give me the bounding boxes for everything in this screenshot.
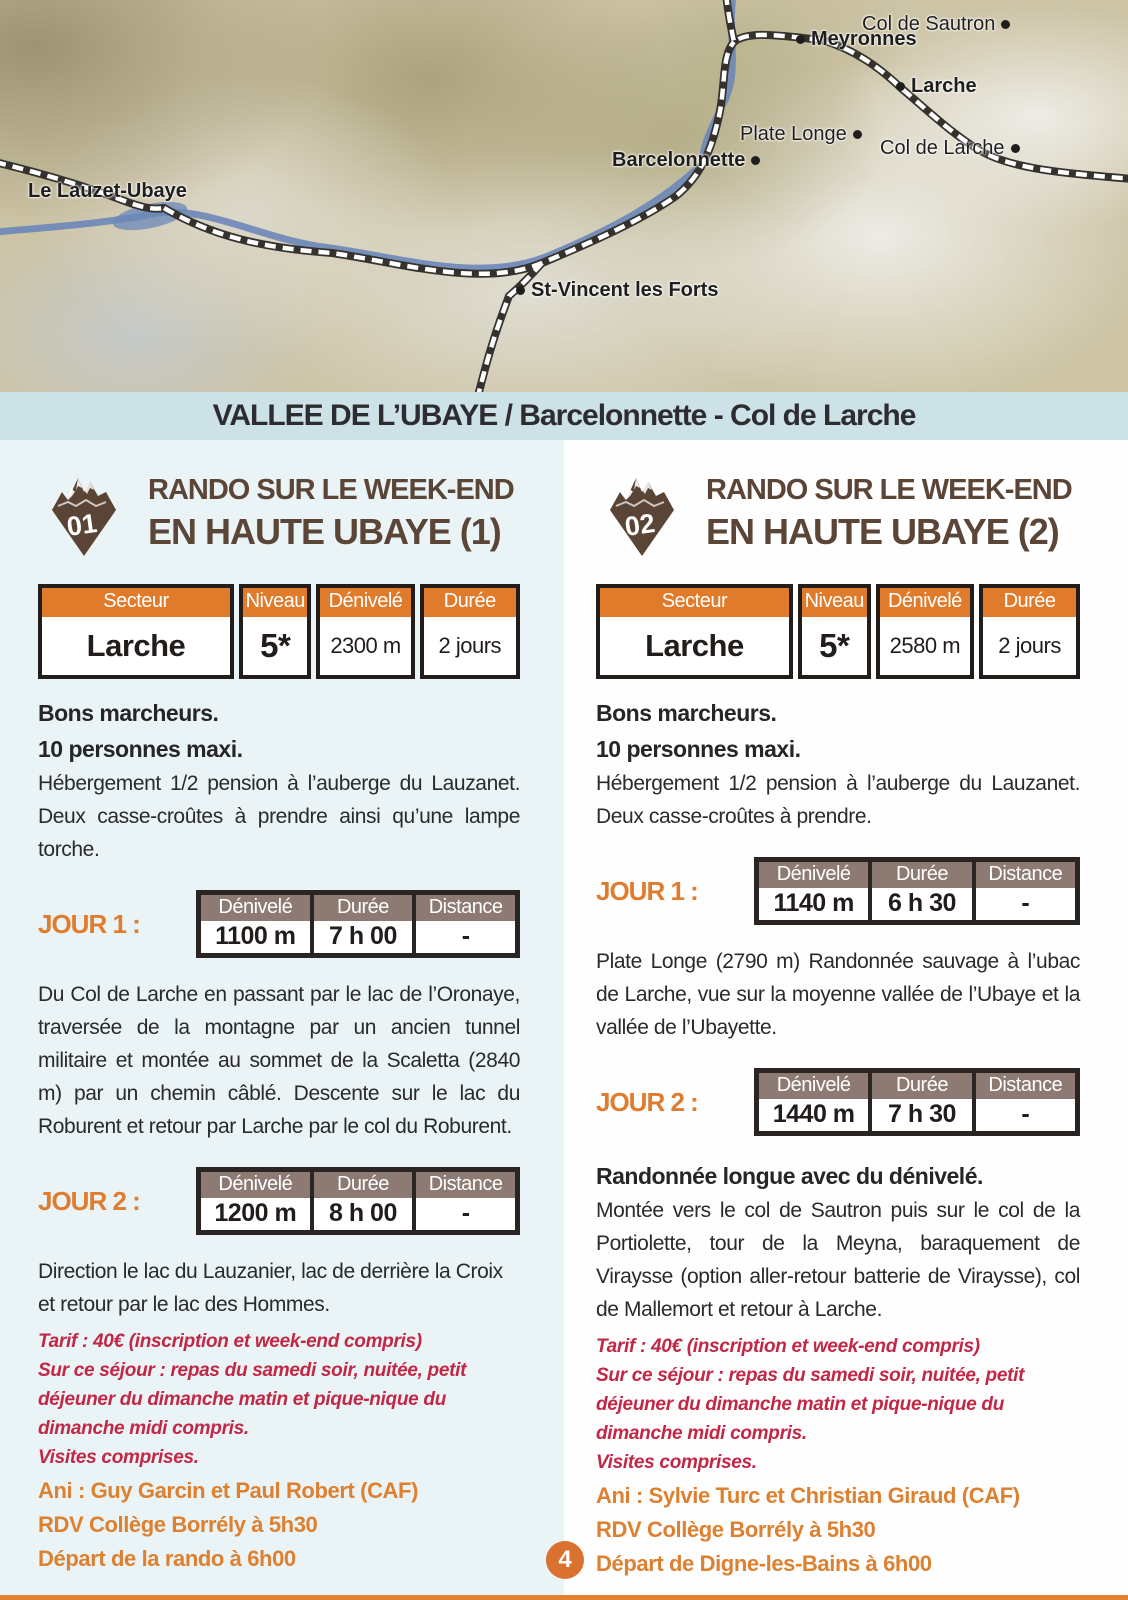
hike-title-line2: EN HAUTE UBAYE (2) <box>706 511 1059 552</box>
spec-value: 5* <box>819 627 850 664</box>
intro-bold-line: 10 personnes maxi. <box>38 736 243 762</box>
intro-text: Hébergement 1/2 pension à l’auberge du Lauzanet. Deux casse-croûtes à prendre ainsi qu’une lampe torche. <box>38 772 520 861</box>
map-label-text: Meyronnes <box>811 28 917 50</box>
day-header: Distance <box>976 1073 1075 1099</box>
day-cell-denivele <box>759 862 868 920</box>
tarif-line: Visites comprises. <box>38 1447 199 1468</box>
day-value: - <box>461 1199 470 1227</box>
hike-number: 02 <box>622 508 657 542</box>
day2-table <box>196 1167 520 1235</box>
day-header: Dénivelé <box>201 1172 310 1198</box>
hike-header <box>596 466 1080 562</box>
map-label-st-vincent-les-forts <box>516 279 718 302</box>
day-value: - <box>1021 1100 1030 1128</box>
spec-cell-niveau <box>798 584 871 679</box>
day-value: 1440 m <box>772 1100 855 1128</box>
place-dot-icon <box>796 35 805 44</box>
section-title: VALLEE DE L’UBAYE / Barcelonnette - Col de Larche <box>212 399 916 432</box>
hike-intro <box>38 695 520 866</box>
place-dot-icon <box>516 286 525 295</box>
hike-intro <box>596 695 1080 833</box>
hike-title-line1: RANDO SUR LE WEEK-END <box>706 474 1072 506</box>
spec-value: Larche <box>86 628 186 663</box>
mountain-badge-icon <box>38 466 130 562</box>
topographic-map <box>0 0 1128 392</box>
spec-cell-secteur <box>596 584 793 679</box>
hike-columns <box>0 440 1128 1595</box>
intro-bold-line: Bons marcheurs. <box>596 700 777 726</box>
spec-cell-denivele <box>316 584 414 679</box>
day-value: 8 h 00 <box>328 1199 397 1227</box>
place-dot-icon <box>853 130 862 139</box>
spec-header: Dénivelé <box>880 588 971 617</box>
tarif-line: Tarif : 40€ (inscription et week-end compris) <box>596 1336 980 1357</box>
spec-cell-duree <box>420 584 520 679</box>
day-cell-duree <box>872 862 971 920</box>
day1-table <box>754 857 1080 925</box>
day1-description: Plate Longe (2790 m) Randonnée sauvage à l’ubac de Larche, vue sur la moyenne vallée de l’Ubaye et la vallée de l’Ubayette. <box>596 950 1080 1039</box>
spec-table <box>38 584 520 679</box>
spec-header: Secteur <box>600 588 789 617</box>
hike-title-line1: RANDO SUR LE WEEK-END <box>148 474 514 506</box>
map-label-barcelonnette <box>612 149 760 172</box>
day-cell-distance <box>976 1073 1075 1131</box>
hike-header <box>38 466 520 562</box>
day2-label: JOUR 2 : <box>38 1185 140 1216</box>
meeting-line: RDV Collège Borrély à 5h30 <box>596 1517 876 1542</box>
map-label-col-de-larche <box>880 137 1020 160</box>
day1-table <box>196 890 520 958</box>
spec-value: Larche <box>645 628 744 663</box>
map-label-text: Barcelonnette <box>612 149 746 171</box>
day-cell-duree <box>314 895 413 953</box>
day-cell-duree <box>872 1073 971 1131</box>
meeting-line: RDV Collège Borrély à 5h30 <box>38 1512 318 1537</box>
tarif-block <box>596 1332 1080 1477</box>
day1-label: JOUR 1 : <box>38 908 140 939</box>
map-label-text: Plate Longe <box>740 123 847 145</box>
map-label-larche <box>896 75 977 98</box>
section-title-banner <box>0 392 1128 440</box>
spec-header: Durée <box>424 588 516 617</box>
tarif-block <box>38 1327 520 1472</box>
spec-header: Niveau <box>802 588 867 617</box>
hike-title-line2: EN HAUTE UBAYE (1) <box>148 511 501 552</box>
day-cell-denivele <box>201 1172 310 1230</box>
day-cell-distance <box>976 862 1075 920</box>
organizer-line: Ani : Sylvie Turc et Christian Giraud (CAF) <box>596 1483 1020 1508</box>
spec-value: 2 jours <box>438 633 502 658</box>
organizer-block <box>596 1479 1080 1581</box>
map-label-text: Larche <box>911 75 977 97</box>
hike-title <box>706 466 1080 553</box>
intro-bold-line: 10 personnes maxi. <box>596 736 801 762</box>
day2-table <box>754 1068 1080 1136</box>
tarif-line: Sur ce séjour : repas du samedi soir, nuitée, petit déjeuner du dimanche matin et pique-nique du dimanche midi compris. <box>596 1365 1025 1444</box>
departure-line: Départ de Digne-les-Bains à 6h00 <box>596 1551 932 1576</box>
day-value: 7 h 00 <box>328 922 397 950</box>
spec-value: 2580 m <box>889 633 961 658</box>
hike-card-02 <box>564 440 1128 1595</box>
day-cell-distance <box>416 1172 515 1230</box>
day-cell-denivele <box>759 1073 868 1131</box>
map-label-text: Col de Larche <box>880 137 1005 159</box>
day-header: Dénivelé <box>201 895 310 921</box>
day2-label: JOUR 2 : <box>596 1086 698 1117</box>
map-label-text: Col de Sautron <box>862 13 996 35</box>
place-dot-icon <box>1011 144 1020 153</box>
day-value: - <box>1021 889 1030 917</box>
intro-bold-line: Bons marcheurs. <box>38 700 219 726</box>
spec-header: Dénivelé <box>320 588 410 617</box>
day-cell-denivele <box>201 895 310 953</box>
day2-description: Direction le lac du Lauzanier, lac de derrière la Croix et retour par le lac des Hommes. <box>38 1260 503 1316</box>
map-label-le-lauzet-ubaye <box>28 180 187 203</box>
departure-line: Départ de la rando à 6h00 <box>38 1546 296 1571</box>
day2-row <box>38 1167 520 1235</box>
day-header: Dénivelé <box>759 1073 868 1099</box>
day-value: - <box>461 922 470 950</box>
tarif-line: Visites comprises. <box>596 1452 757 1473</box>
hike-title <box>148 466 520 553</box>
place-dot-icon <box>751 156 760 165</box>
day-value: 1200 m <box>214 1199 297 1227</box>
day-header: Distance <box>416 1172 515 1198</box>
day1-row <box>596 857 1080 925</box>
tarif-line: Sur ce séjour : repas du samedi soir, nuitée, petit déjeuner du dimanche matin et pique-nique du dimanche midi compris. <box>38 1360 467 1439</box>
spec-value: 2 jours <box>998 633 1061 658</box>
day1-label: JOUR 1 : <box>596 875 698 906</box>
day2-row <box>596 1068 1080 1136</box>
organizer-block <box>38 1474 520 1576</box>
tarif-line: Tarif : 40€ (inscription et week-end compris) <box>38 1331 422 1352</box>
spec-table <box>596 584 1080 679</box>
day2-description-bold: Randonnée longue avec du dénivelé. <box>596 1163 983 1189</box>
map-label-meyronnes <box>796 28 917 51</box>
day1-row <box>38 890 520 958</box>
spec-header: Durée <box>983 588 1076 617</box>
hike-card-01 <box>0 440 564 1595</box>
spec-value: 2300 m <box>330 633 401 658</box>
map-label-text: Le Lauzet-Ubaye <box>28 180 187 202</box>
day-header: Distance <box>416 895 515 921</box>
day-header: Distance <box>976 862 1075 888</box>
intro-text: Hébergement 1/2 pension à l’auberge du Lauzanet. Deux casse-croûtes à prendre. <box>596 772 1080 828</box>
spec-value: 5* <box>260 627 291 664</box>
day-header: Durée <box>872 1073 971 1099</box>
organizer-line: Ani : Guy Garcin et Paul Robert (CAF) <box>38 1478 419 1503</box>
place-dot-icon <box>1001 20 1010 29</box>
day-value: 1100 m <box>215 922 296 950</box>
spec-header: Niveau <box>243 588 307 617</box>
place-dot-icon <box>896 82 905 91</box>
day-value: 1140 m <box>773 889 854 917</box>
day-header: Durée <box>872 862 971 888</box>
spec-header: Secteur <box>42 588 230 617</box>
spec-cell-niveau <box>239 584 311 679</box>
day-cell-duree <box>314 1172 413 1230</box>
map-label-plate-longe <box>740 123 862 146</box>
spec-cell-secteur <box>38 584 234 679</box>
bottom-orange-rule <box>0 1595 1128 1600</box>
day2-description: Montée vers le col de Sautron puis sur le col de la Portiolette, tour de la Meyna, baraquement de Viraysse (option aller-retour batterie de Viraysse), col de Mallemort et retour à Larche. <box>596 1199 1080 1321</box>
map-label-text: St-Vincent les Forts <box>531 279 719 301</box>
day-value: 7 h 30 <box>888 1100 956 1128</box>
spec-cell-duree <box>979 584 1080 679</box>
day-header: Durée <box>314 895 413 921</box>
spec-cell-denivele <box>876 584 975 679</box>
hike-number: 01 <box>64 508 99 542</box>
day-value: 6 h 30 <box>888 889 956 917</box>
day-header: Durée <box>314 1172 413 1198</box>
mountain-badge-icon <box>596 466 688 562</box>
page-number-badge: 4 <box>546 1541 584 1579</box>
day1-description: Du Col de Larche en passant par le lac de l’Oronaye, traversée de la montagne par un ancien tunnel militaire et montée au sommet de la Scaletta (2840 m) par un chemin câblé. Descente sur le lac du Roburent et retour par Larche par le col du Roburent. <box>38 983 520 1138</box>
day-header: Dénivelé <box>759 862 868 888</box>
day-cell-distance <box>416 895 515 953</box>
